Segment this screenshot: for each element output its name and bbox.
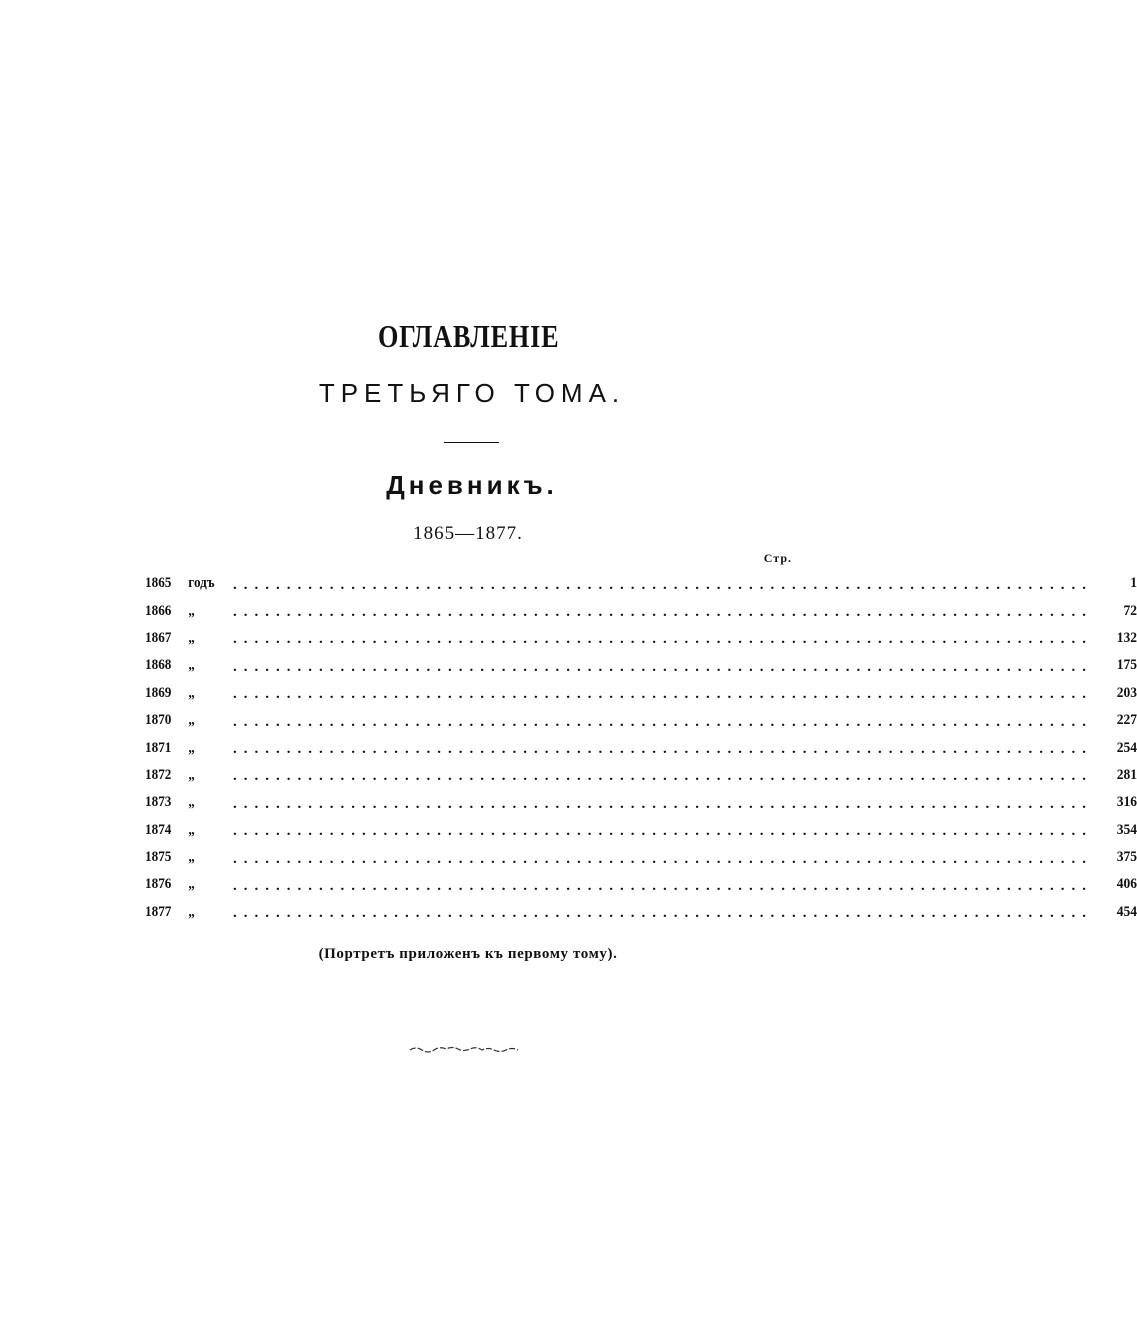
- dot-leader: ................................................................................: [233, 823, 1093, 840]
- dot-leader: ................................................................................: [233, 795, 1093, 812]
- toc-row: [145, 817, 1137, 844]
- toc-year: 1868: [145, 657, 172, 674]
- toc-label: „: [188, 629, 195, 646]
- dot-leader: ................................................................................: [233, 686, 1093, 703]
- dot-leader: ................................................................................: [233, 768, 1093, 785]
- toc-label: „: [188, 657, 195, 674]
- dot-leader: ................................................................................: [233, 713, 1093, 730]
- toc-page-number: 254: [1116, 739, 1137, 756]
- toc-year: 1871: [145, 739, 172, 756]
- toc-label: „: [188, 712, 195, 729]
- toc-label: „: [188, 766, 195, 783]
- toc-row: [145, 625, 1137, 652]
- title-rule: [444, 442, 499, 443]
- toc-year: 1867: [145, 629, 172, 646]
- dot-leader: ................................................................................: [233, 631, 1093, 648]
- toc-page-number: 1: [1130, 575, 1137, 592]
- toc-row: [145, 734, 1137, 761]
- section-years: 1865—1877.: [413, 523, 523, 544]
- toc-year: 1872: [145, 766, 172, 783]
- dot-leader: ................................................................................: [233, 658, 1093, 675]
- section-title: Дневникъ.: [386, 470, 558, 500]
- toc-row: [145, 844, 1137, 871]
- toc-label: „: [188, 794, 195, 811]
- dot-leader: ................................................................................: [233, 905, 1093, 922]
- toc-label: „: [188, 739, 195, 756]
- toc-year: 1865: [145, 575, 172, 592]
- dot-leader: ................................................................................: [233, 877, 1093, 894]
- toc-label: „: [188, 876, 195, 893]
- toc-year: 1873: [145, 794, 172, 811]
- toc-row: [145, 762, 1137, 789]
- toc-year: 1874: [145, 821, 172, 838]
- dot-leader: ................................................................................: [233, 741, 1093, 758]
- toc-row: [145, 570, 1137, 597]
- toc-row: [145, 871, 1137, 898]
- toc-page-number: 203: [1116, 684, 1137, 701]
- toc-row: [145, 707, 1137, 734]
- dot-leader: ................................................................................: [233, 576, 1093, 593]
- dot-leader: ................................................................................: [233, 850, 1093, 867]
- toc-row: [145, 680, 1137, 707]
- toc-page-number: 316: [1116, 794, 1137, 811]
- page-title: ОГЛАВЛЕНІЕ: [377, 318, 560, 354]
- toc-page-number: 132: [1116, 629, 1137, 646]
- toc-page-number: 72: [1123, 602, 1137, 619]
- toc-label: годъ: [188, 575, 215, 592]
- toc-row: [145, 597, 1137, 624]
- decorative-divider-icon: [408, 1043, 520, 1055]
- toc-page-number: 406: [1116, 876, 1137, 893]
- toc-year: 1870: [145, 712, 172, 729]
- toc-row: [145, 899, 1137, 926]
- dot-leader: ................................................................................: [233, 604, 1093, 621]
- page-subtitle: ТРЕТЬЯГО ТОМА.: [318, 378, 626, 408]
- toc-label: „: [188, 684, 195, 701]
- page-column-header: Стр.: [763, 551, 792, 565]
- toc-page-number: 175: [1116, 657, 1137, 674]
- toc-year: 1876: [145, 876, 172, 893]
- toc-year: 1869: [145, 684, 172, 701]
- portrait-note: (Портретъ приложенъ къ первому тому).: [318, 946, 618, 962]
- toc-page-number: 354: [1116, 821, 1137, 838]
- toc-year: 1877: [145, 903, 172, 920]
- toc-page-number: 281: [1116, 766, 1137, 783]
- toc-label: „: [188, 903, 195, 920]
- toc-label: „: [188, 849, 195, 866]
- toc-label: „: [188, 602, 195, 619]
- toc-page-number: 227: [1116, 712, 1137, 729]
- toc-page-number: 375: [1116, 849, 1137, 866]
- toc-year: 1866: [145, 602, 172, 619]
- toc-row: [145, 652, 1137, 679]
- toc-row: [145, 789, 1137, 816]
- toc-page-number: 454: [1116, 903, 1137, 920]
- toc-label: „: [188, 821, 195, 838]
- toc-year: 1875: [145, 849, 172, 866]
- table-of-contents: [145, 570, 1137, 926]
